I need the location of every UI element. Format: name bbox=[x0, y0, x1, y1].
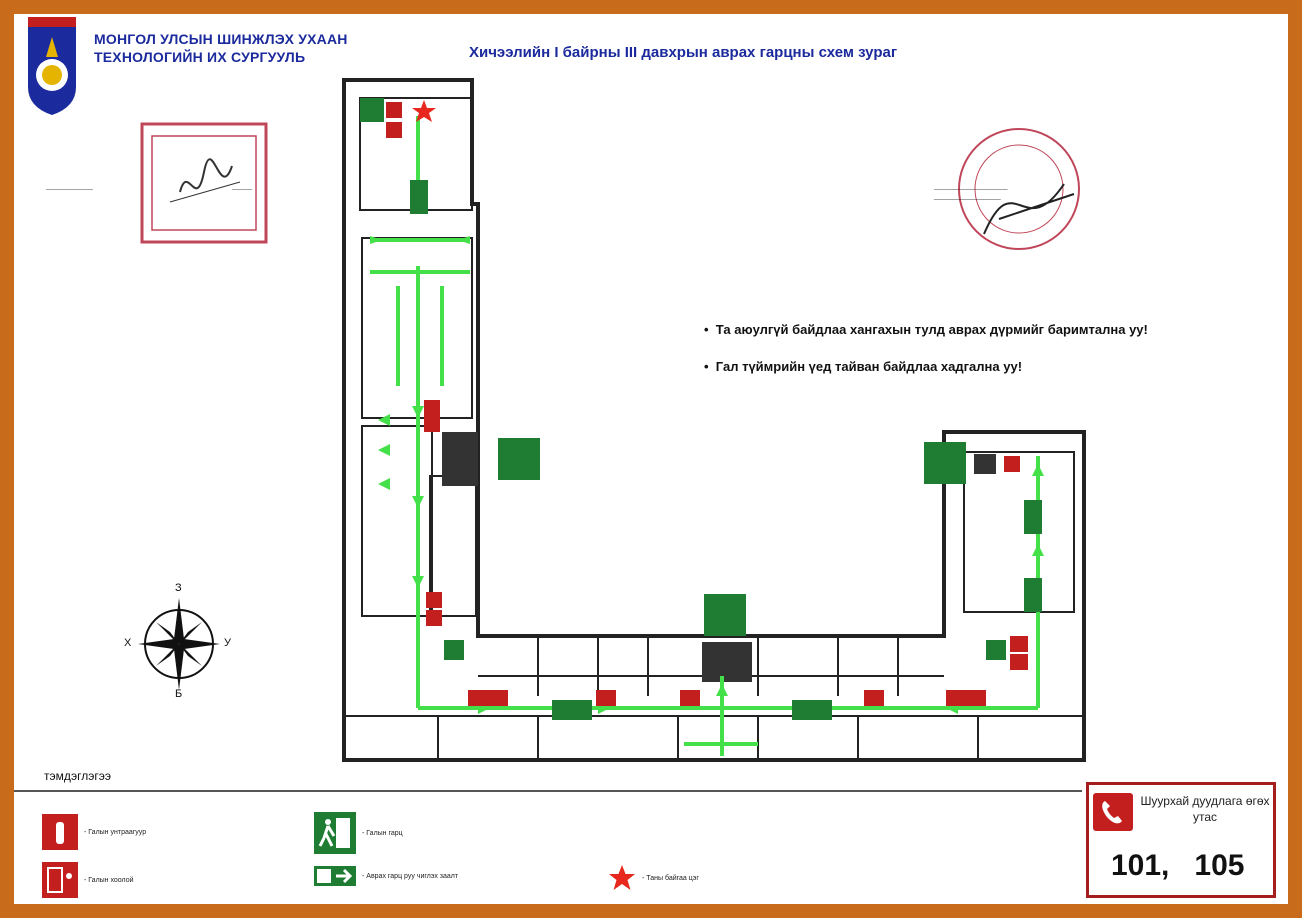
legend-title: тэмдэглэгээ bbox=[44, 769, 111, 783]
compass-south: Б bbox=[175, 688, 183, 700]
emergency-phone-panel bbox=[1086, 782, 1276, 898]
safety-rule-1: • Та аюулгүй байдлаа хангахын тулд аврах дүрмийг баримтална уу! bbox=[704, 322, 1148, 337]
plan-title: Хичээлийн I байрны III давхрын аврах гарцны схем зураг bbox=[469, 44, 898, 61]
legend-fire-exit-label: - Галын гарц bbox=[362, 829, 403, 837]
emergency-numbers: 101, 105 bbox=[1111, 849, 1245, 882]
legend-exit-direction-label: - Аврах гарц руу чиглэх заалт bbox=[362, 872, 459, 880]
compass-west: Х bbox=[124, 637, 132, 649]
legend-panel bbox=[14, 790, 1082, 904]
emergency-label: Шуурхай дуудлага өгөх утас bbox=[1140, 794, 1270, 824]
you-are-here-star bbox=[412, 100, 436, 122]
approval-stamp-left bbox=[140, 122, 268, 244]
signature-caption-left: ______________ bbox=[46, 184, 93, 190]
star-icon bbox=[608, 864, 636, 892]
legend-item-exit-direction bbox=[314, 866, 458, 886]
fire-exit-icon bbox=[314, 812, 356, 854]
legend-item-extinguisher bbox=[42, 814, 146, 850]
signature-caption-left-2: ______ bbox=[232, 184, 253, 190]
university-logo-emblem bbox=[28, 17, 76, 115]
legend-you-are-here-label: - Таны байгаа цэг bbox=[642, 874, 699, 882]
signature-caption-right: ______________________ ____________________ bbox=[934, 184, 1008, 200]
legend-item-hydrant bbox=[42, 862, 134, 898]
safety-rule-2: • Гал түймрийн үед тайван байдлаа хадгална уу! bbox=[704, 359, 1023, 374]
legend-item-fire-exit bbox=[314, 812, 403, 854]
exit-direction-icon bbox=[314, 866, 356, 886]
compass-rose bbox=[126, 582, 232, 702]
legend-item-you-are-here bbox=[608, 864, 699, 892]
university-name bbox=[94, 30, 348, 66]
legend-extinguisher-label: - Галын унтраагуур bbox=[84, 828, 147, 836]
university-name-line2: ТЕХНОЛОГИЙН ИХ СУРГУУЛЬ bbox=[94, 49, 306, 65]
evacuation-plan-sheet bbox=[14, 14, 1288, 904]
safety-rule-2-text: Гал түймрийн үед тайван байдлаа хадгална уу! bbox=[715, 359, 1023, 374]
compass-north: З bbox=[175, 582, 182, 594]
compass-icon bbox=[126, 582, 232, 702]
legend-hydrant-label: - Галын хоолой bbox=[84, 876, 134, 884]
hydrant-icon bbox=[42, 862, 78, 898]
phone-icon bbox=[1093, 793, 1133, 831]
compass-east: У bbox=[224, 637, 231, 649]
safety-rule-1-text: Та аюулгүй байдлаа хангахын тулд аврах дүрмийг баримтална уу! bbox=[715, 322, 1148, 337]
university-name-line1: МОНГОЛ УЛСЫН ШИНЖЛЭХ УХААН bbox=[94, 31, 348, 47]
extinguisher-icon bbox=[42, 814, 78, 850]
floor-plan bbox=[338, 76, 1098, 766]
fire-exit-signs bbox=[360, 98, 1042, 720]
